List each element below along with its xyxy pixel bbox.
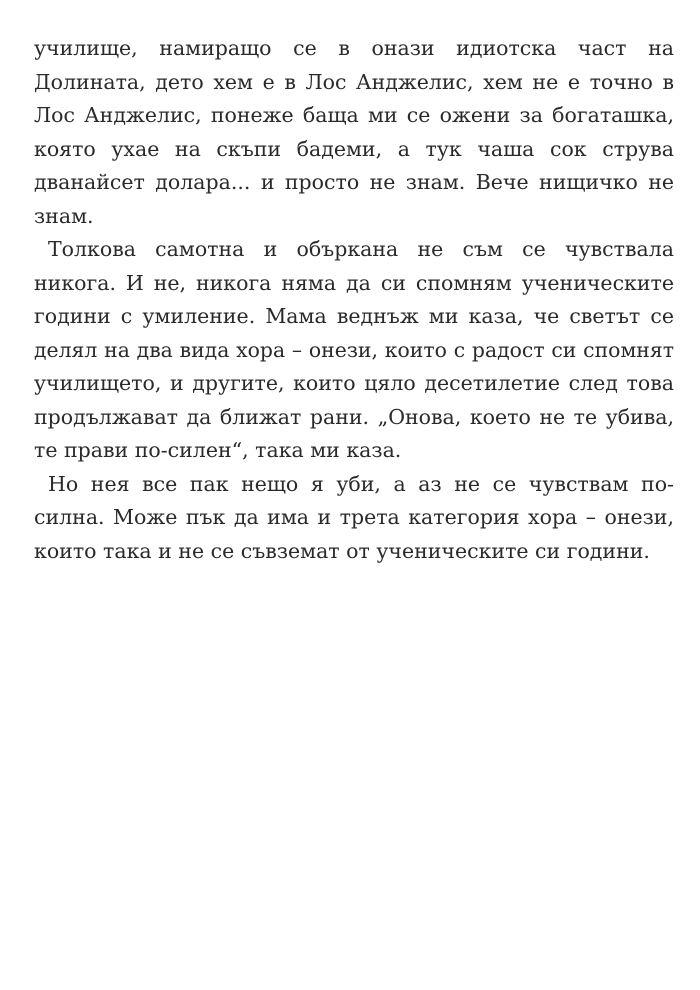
text-line: Лос Анджелис, понеже баща ми се ожени за богаташка,: [34, 103, 674, 127]
text-line: силна. Може пък да има и трета категория хора – онези,: [34, 505, 674, 529]
book-page: [34, 32, 674, 568]
paragraph-2: [34, 233, 674, 468]
text-line: училище, намиращо се в онази идиотска част на: [34, 36, 674, 60]
text-line: която ухае на скъпи бадеми, а тук чаша сок струва: [34, 136, 674, 161]
text-line: години с умиление. Мама веднъж ми каза, че светът се: [34, 304, 674, 328]
text-line: Толкова самотна и объркана не съм се чувствала: [48, 237, 674, 261]
text-line: те прави по-силен“, така ми каза.: [34, 438, 402, 462]
text-line: продължават да ближат рани. „Онова, което не те убива,: [34, 404, 674, 429]
text-line: училището, и другите, които цяло десетилетие след това: [34, 371, 674, 395]
text-line: които така и не се съвземат от ученическите си години.: [34, 538, 650, 563]
text-line: никога. И не, никога няма да си спомням ученическите: [34, 270, 674, 295]
text-line: делял на два вида хора – онези, които с радост си спомнят: [34, 337, 674, 362]
text-line: дванайсет долара... и просто не знам. Вече нищичко не: [34, 170, 674, 194]
paragraph-1: [34, 32, 674, 233]
text-line: Долината, дето хем е в Лос Анджелис, хем не е точно в: [34, 69, 674, 94]
text-line: Но нея все пак нещо я уби, а аз не се чувствам по-: [48, 471, 674, 496]
text-line: знам.: [34, 203, 94, 228]
paragraph-3: [34, 468, 674, 569]
